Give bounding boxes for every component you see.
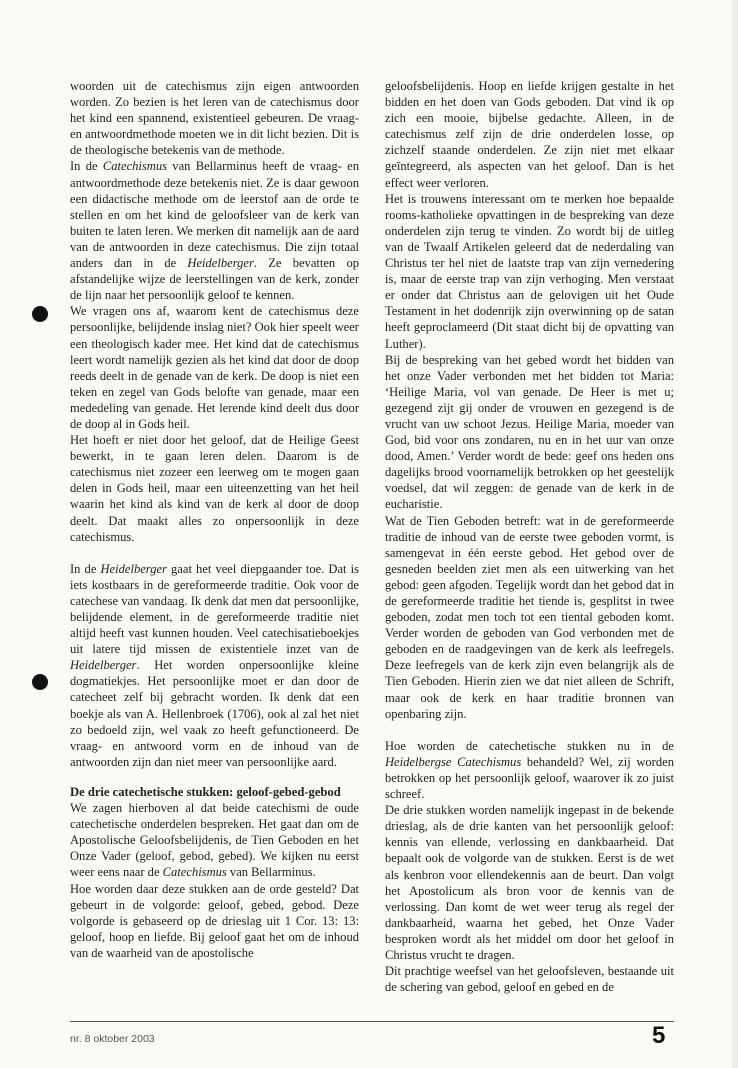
text-run: In de: [70, 561, 101, 576]
italic-title: Heidelberger: [70, 658, 137, 673]
italic-title: Catechismus: [102, 159, 168, 174]
italic-title: Heidelbergse Catechismus: [385, 754, 522, 769]
paragraph: Bij de bespreking van het gebed wordt het bidden van het onze Vader verbonden met het bidden tot Maria: ‘Heilige Maria, vol van genade. De Heer is met u; gezegend zijt gij onder de vrouwen en gezegend is de vrucht van uw schoot Jezus. Heilige Maria, moeder van God, bid voor ons zondaren, nu en in het uur van onze dood, Amen.’ Verder wordt de bede: geef ons heden ons dagelijks brood voornamelijk betrokken op het geestelijk voedsel, dat wil zeggen: de genade van de kerk in de eucharistie.: [385, 352, 674, 512]
paragraph: [70, 561, 359, 770]
binder-hole-upper: [32, 306, 48, 322]
footer-divider: [70, 1021, 674, 1022]
right-column: [385, 78, 674, 995]
paragraph: [385, 738, 674, 802]
paragraph: geloofsbelijdenis. Hoop en liefde krijgen gestalte in het bidden en het doen van Gods geboden. Dat vind ik op zich een mooie, bijbelse gedachte. Alleen, in de catechismus zelf zijn de drie onderdelen losse, op zichzelf staande onderdelen. Ze zijn niet met elkaar geïntegreerd, als aspecten van het geloof. Dan is het effect weer verloren.: [385, 79, 674, 190]
paragraph: Het hoeft er niet door het geloof, dat de Heilige Geest bewerkt, in te gaan leren delen. Daarom is de catechismus niet zozeer een leerweg om te mogen gaan delen in Gods heil, maar een uiteenzetting van het heil waarin het kind als kind van de kerk al door de doop deelt. Dat maakt alles zo onpersoonlijk in deze catechismus.: [70, 433, 359, 544]
paragraph: We vragen ons af, waarom kent de catechismus deze persoonlijke, belijdende inslag niet? Ook hier speelt weer een theologisch kader mee. Het kind dat de catechismus leert wordt namelijk gezien als het kind dat door de doop reeds deelt in de genade van de kerk. De doop is niet een teken en zegel van Gods belofte van genade, maar een mededeling van genade. Het lerende kind deelt dus door de doop al in Gods heil.: [70, 304, 359, 431]
paragraph: Het is trouwens interessant om te merken hoe bepaalde rooms-katholieke opvattingen in de bespreking van deze onderdelen zijn terug te vinden. Zo wordt bij de uitleg van de Twaalf Artikelen geleerd dat de nederdaling van Christus ter hel niet de laatste trap van zijn vernedering is, maar de eerste trap van zijn verhoging. Men verstaat er onder dat Christus aan de gelovigen uit het Oude Testament in het dodenrijk zijn overwinning op de satan heeft geproclameerd (Dit staat dicht bij de opvatting van Luther).: [385, 191, 674, 351]
page-edge: [732, 0, 738, 1068]
text-run: . Het worden onpersoonlijke kleine dogmatiekjes. Het persoonlijke moet er dan door de catecheet zelf bij gebracht worden. Ik denk dat een boekje als van A. Hellenbroek (1706), ook al zal het niet zo bedoeld zijn, wel vaak zo heeft gefunctioneerd. De vraag- en antwoord vorm en de inhoud van de antwoorden zijn dan niet meer van persoonlijke aard.: [70, 658, 359, 769]
paragraph: Dit prachtige weefsel van het geloofsleven, bestaande uit de schering van gebod, geloof en gebed en de: [385, 964, 674, 995]
left-column: [70, 78, 359, 961]
paragraph: De drie stukken worden namelijk ingepast in de bekende drieslag, als de drie kanten van het persoonlijk geloof: kennis van ellende, verlossing en dankbaarheid. Dat bepaalt ook de volgorde van de stukken. Eerst is de wet als kenbron voor ellendekennis aan de beurt. Dan volgt het Apostolicum als bron voor de kennis van de verlossing. Dan komt de wet weer terug als regel der dankbaarheid, waarna het gebed, het Onze Vader besproken wordt als het middel om door het geloof in Christus vrucht te dragen.: [385, 803, 674, 962]
text-run: In de: [70, 159, 103, 174]
issue-date: nr. 8 oktober 2003: [70, 1033, 155, 1045]
text-run: van Bellarminus.: [226, 865, 316, 880]
paragraph: [70, 158, 359, 303]
italic-title: Catechismus: [162, 865, 227, 880]
text-run: . Ze bevatten op afstandelijke wijze de leerstellingen van de kerk, zonder de lijn naar het persoonlijk geloof te kennen.: [70, 256, 359, 303]
paragraph: woorden uit de catechismus zijn eigen antwoorden worden. Zo bezien is het leren van de catechismus door het kind een spannend, existentieel gebeuren. De vraag- en antwoordmethode moeten we in dit licht bezien. Dit is de theologische betekenis van de methode.: [70, 79, 359, 158]
paragraph: Hoe worden daar deze stukken aan de orde gesteld? Dat gebeurt in de volgorde: geloof, gebed, gebod. Deze volgorde is gebaseerd op de drieslag uit 1 Cor. 13: 13: geloof, hoop en liefde. Bij geloof gaat het om de inhoud van de waarheid van de apostolische: [70, 881, 359, 960]
page-number: 5: [652, 1022, 666, 1049]
paragraph: [70, 800, 359, 880]
paragraph: Wat de Tien Geboden betreft: wat in de gereformeerde traditie de inhoud van de eerste twee geboden vormt, is samengevat in één eerste gebod. Het gebod over de gesneden beelden ziet men als een uitwerking van het gebod: geen afgoden. Tegelijk wordt dan het gebod dat in de gereformeerde traditie het tiende is, gesplitst in twee geboden, zodat men toch tot een tiental geboden komt. Verder worden de geboden van God verbonden met de geboden en de raadgevingen van de kerk als leefregels. Deze leefregels van de kerk zijn even belangrijk als de Tien Geboden. Hierin zien we dat niet alleen de Schrift, maar ook de kerk en haar traditie bronnen van openbaring zijn.: [385, 513, 674, 721]
italic-title: Heidelberger: [187, 256, 254, 271]
text-run: gaat het veel diepgaander toe. Dat is iets kostbaars in de gereformeerde traditie. Ook voor de catechese van vandaag. Ik denk dat men dat persoonlijke, belijdende element, in de gereformeerde traditie niet altijd heeft vast kunnen houden. Veel catechisatieboekjes uit latere tijd missen de existentiele inzet van de: [70, 561, 359, 657]
text-run: behandeld? Wel, zij worden betrokken op het persoonlijk geloof, waarover ik zo juist schreef.: [385, 754, 674, 802]
italic-title: Heidelberger: [100, 561, 167, 576]
text-run: Hoe worden de catechetische stukken nu in de: [385, 738, 674, 753]
text-run: We zagen hierboven al dat beide catechismi de oude catechetische onderdelen bespreken. Het gaat dan om de Apostolische Geloofsbelijdenis, de Tien Geboden en het Onze Vader (geloof, gebod, gebed). We kijken nu eerst weer eens naar de: [70, 801, 359, 880]
text-run: van Bellarminus heeft de vraag- en antwoordmethode deze betekenis niet. Ze is daar gewoon een didactische methode om de leerstof aan de orde te stellen en om het kind de geloofsleer van de kerk van buiten te laten leren. We merken dit namelijk aan de aard van de antwoorden in deze catechismus. Die zijn totaal anders dan in de: [70, 159, 359, 271]
binder-hole-lower: [32, 674, 48, 690]
section-heading: De drie catechetische stukken: geloof-gebed-gebod: [70, 784, 341, 799]
